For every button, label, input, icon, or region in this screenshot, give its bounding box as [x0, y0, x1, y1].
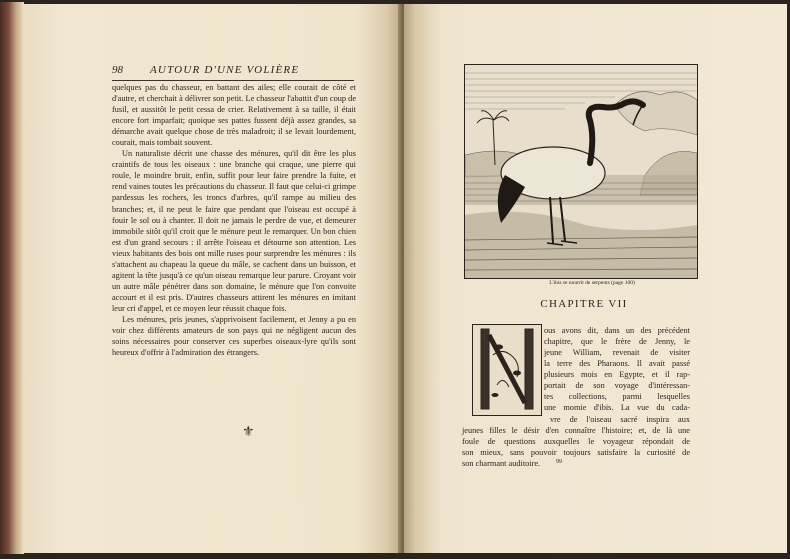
- ibis-illustration-icon: [464, 64, 698, 279]
- text-line: tes collections, parmi lesquelles: [544, 392, 690, 402]
- text-line: jeunes filles le désir d'en connaître l'histoire; et, de là une: [462, 426, 690, 436]
- running-title: AUTOUR D'UNE VOLIÈRE: [150, 64, 300, 76]
- text-line: ous avons dit, dans un des précédent: [544, 326, 690, 335]
- text-line: jeune William, revenait de visiter: [544, 348, 690, 358]
- chapter-opening-text: [544, 325, 690, 413]
- drop-capital-n-icon: [472, 324, 542, 416]
- paragraph: Un naturaliste décrit une chasse des ménures, qu'il dit être les plus craintifs de tous les oiseaux : une branche qui craque, une pierre qui roule, le moindre bruit, enfin, suffit pour leur faire prendre la fuite, et rend vaines toutes les précautions du chasseur. Il faut que celui-ci grimpe pardessus les rochers, les troncs d'arbres, qu'il rampe au milieu des branches; et, il ne peut le faire que pendant que l'oiseau est occupé à fouir le sol ou à chanter. Il doit ne jamais le perdre de vue, et demeurer immobile sitôt qu'il croit que le ménure peut le remarquer. Un bon chien est d'un grand secours : il arrête l'oiseau et détourne son attention. Les vieux habitants des bois ont mille ruses pour surprendre les ménures : ils s'attachent au chapeau la queue du mâle, se cachent dans un buisson, et agitent la tête jusqu'à ce qu'un oiseau remarque leur parure. Croyant voir un autre mâle pénétrer dans son domaine, le ménure que l'on convoite accourt et il est pris. D'autres chasseurs attirent les ménures en imitant leur cri d'appel, et ce moyen leur réussit chaque fois.: [112, 149, 356, 313]
- paragraph: quelques pas du chasseur, en battant des ailes; elle courait de côté et d'autre, et cherchait à délivrer son petit. Le chasseur l'abattit d'un coup de fusil, et aussitôt le petit cessa de crier. Relativement à sa taille, il était encore fort imparfait; quoique ses pattes fussent déjà assez grandes, sa démarche avait quelque chose de très maladroit; il se levait lourdement, courait, mais tombait souvent.: [112, 83, 356, 148]
- figure-caption: L'ibis se nourrit de serpents (page 100): [549, 280, 635, 286]
- text-line: vre de l'oiseau sacré inspira aux: [550, 415, 690, 424]
- text-line: plusieurs mois en Egypte, et il rap-: [544, 370, 690, 380]
- page-number-right: 99: [556, 459, 562, 465]
- left-page: [22, 4, 403, 553]
- text-line: la terre des Pharaons. Il avait passé: [544, 359, 690, 369]
- chapter-heading: CHAPITRE VII: [540, 298, 628, 310]
- chapter-continuation-text: [462, 414, 690, 469]
- text-line: chapitre, que le frère de Jenny, le: [544, 337, 690, 347]
- page-edges: [0, 2, 24, 554]
- text-line: portait de son voyage d'intéressan-: [544, 381, 690, 391]
- text-line: foule de questions auxquelles le voyageur répondait de: [462, 437, 690, 447]
- fleuron-icon: ⚜: [242, 425, 255, 440]
- left-body-text: [112, 82, 356, 358]
- page-number-left: 98: [112, 64, 123, 76]
- text-line: son mieux, sans pouvoir toujours satisfaire la curiosité de: [462, 448, 690, 458]
- paragraph: Les ménures, pris jeunes, s'apprivoisent facilement, et Jenny a pu en voir chez différents amateurs de son pays qui ne négligent aucun des soins nécessaires pour conserver ces superbes oiseaux-lyre qu'ils sont heureux d'offrir à l'admiration des étrangers.: [112, 314, 356, 358]
- text-line: une momie d'ibis. La vue du cada-: [544, 403, 690, 413]
- text-line: son charmant auditoire.: [462, 459, 541, 469]
- right-page: [404, 4, 787, 553]
- page-header: [112, 64, 354, 81]
